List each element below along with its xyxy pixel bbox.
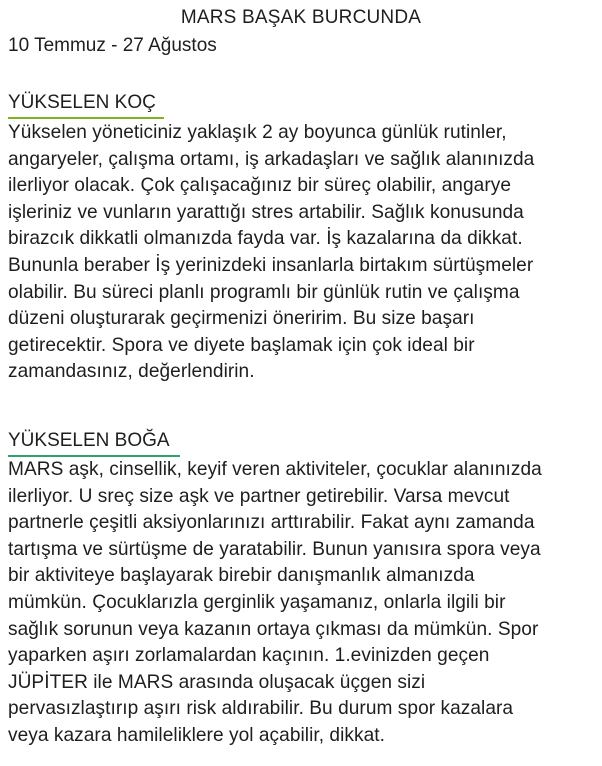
section-body-text: Yükselen yöneticiniz yaklaşık 2 ay boyunca günlük rutinler, angaryeler, çalışma ortamı, iş arkadaşları ve sağlık alanınızda ilerliyor olacak. Çok çalışacağınız bir süreç olabilir, angarye işleriniz ve vunların yarattığı stres artabilir. Sağlık konusunda birazcık dikkatli olmanızda fayda var. İş kazalarına da dikkat. Bununla beraber İş yerinizdeki insanlarla birtakım sürtüşmeler olabilir. Bu süreci planlı programlı bir günlük rutin ve çalışma düzeni oluşturarak geçirmenizi öneririm. Bu size başarı getirecektir. Spora ve diyete başlamak için çok ideal bir zamandasınız, değerlendirin. — [8, 122, 535, 383]
date-range: 10 Temmuz - 27 Ağustos — [8, 35, 217, 56]
section-heading — [8, 428, 170, 456]
section-heading — [8, 90, 156, 118]
heading-underline — [8, 117, 164, 119]
page-title: MARS BAŞAK BURCUNDA — [180, 7, 422, 28]
section-body-text: MARS aşk, cinsellik, keyif veren aktiviteler, çocuklar alanınızda ilerliyor. U sreç size aşk ve partner getirebilir. Varsa mevcut partnerle çeşitli aksiyonlarınızı arttırabilir. Fakat aynı zamanda tartışma ve sürtüşme de yaratabilir. Bunun yanısıra spora veya bir aktiviteye başlayarak birebir danışmanlık almanızda mümkün. Çocuklarızla gerginlik yaşamanız, onlarla ilgili bir sağlık sorunun veya kazanın ortaya çıkması da mümkün. Spor yaparken aşırı zorlamalardan kaçının. 1.evinizden geçen JÜPİTER ile MARS arasında oluşacak üçgen sizi pervasızlaştırıp aşırı risk aldırabilir. Bu durum spor kazalara veya kazara hamileliklere yol açabilir, dikkat. — [8, 459, 542, 746]
section-yukselen-koc — [8, 90, 598, 386]
section-heading-text: YÜKSELEN KOÇ — [8, 92, 156, 113]
heading-underline — [8, 455, 180, 457]
section-heading-text: YÜKSELEN BOĞA — [8, 430, 170, 451]
section-yukselen-boga — [8, 428, 598, 750]
